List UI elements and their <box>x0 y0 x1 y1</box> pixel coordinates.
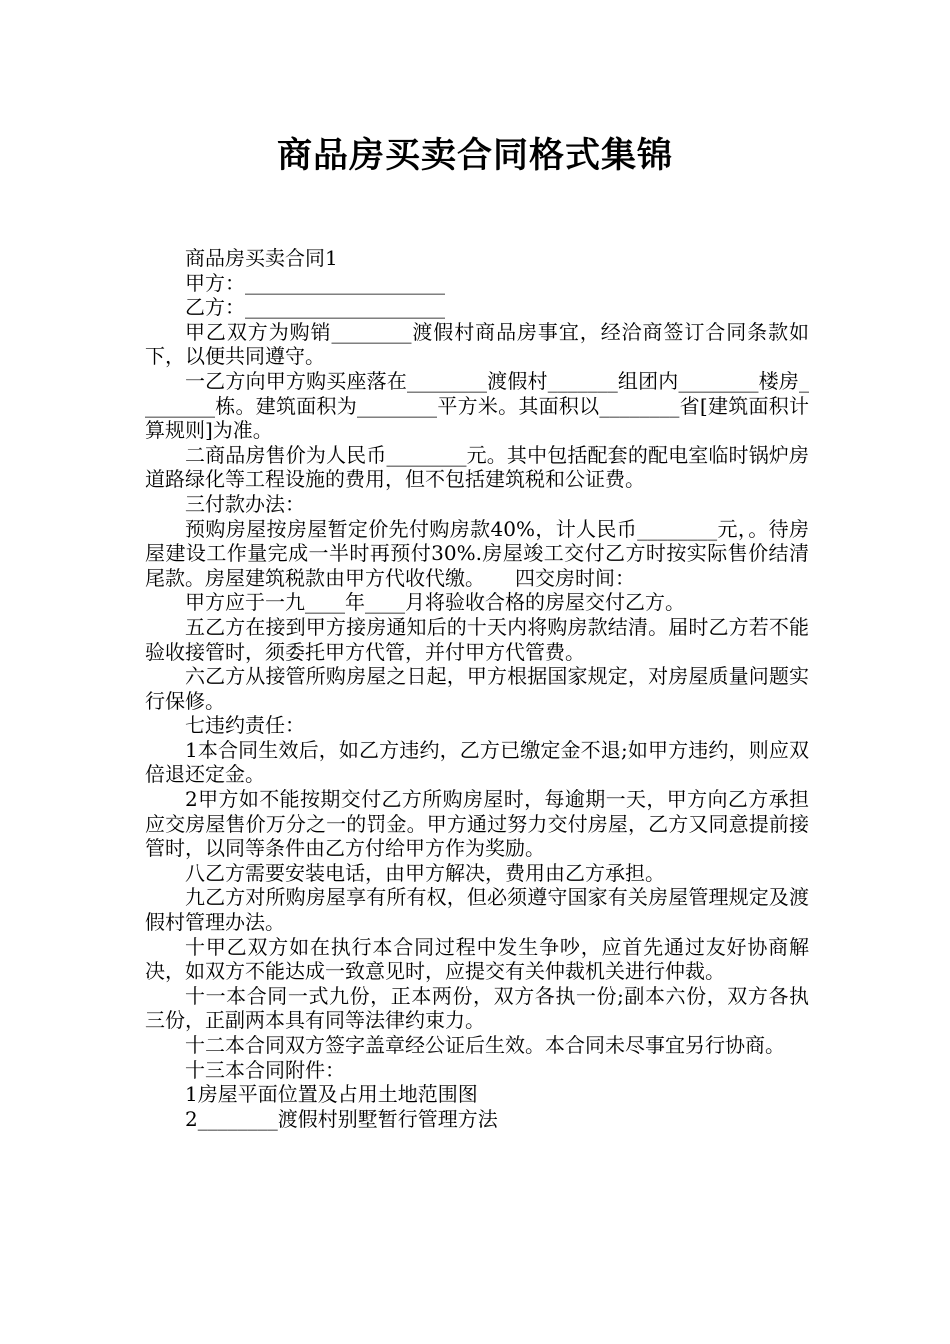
clause-3-heading: 三付款办法： <box>185 491 305 516</box>
attachment-2: 2________渡假村别墅暂行管理方法 <box>185 1106 498 1131</box>
clause-12: 十二本合同双方签字盖章经公证后生效。本合同未尽事宜另行协商。 <box>185 1033 785 1057</box>
clause-10: 十甲乙双方如在执行本合同过程中发生争吵，应首先通过友好协商解决，如双方不能达成一致意见时，应提交有关仲裁机关进行仲裁。 <box>145 934 809 984</box>
document-title: 商品房买卖合同格式集锦 <box>276 136 673 176</box>
clause-9: 九乙方对所购房屋享有所有权，但必须遵守国家有关房屋管理规定及渡假村管理办法。 <box>145 885 809 935</box>
clause-13-heading: 十三本合同附件： <box>185 1057 345 1082</box>
clause-4-body: 甲方应于一九____年____月将验收合格的房屋交付乙方。 <box>185 590 685 615</box>
clause-7-item-2: 2甲方如不能按期交付乙方所购房屋时，每逾期一天，甲方向乙方承担应交房屋售价万分之一的罚金。甲方通过努力交付房屋，乙方又同意提前接管时，以同等条件由乙方付给甲方作为奖励。 <box>145 787 809 861</box>
clause-7-heading: 七违约责任： <box>185 713 305 738</box>
party-a-line: 甲方：____________________ <box>185 270 445 295</box>
clause-1: 一乙方向甲方购买座落在________渡假村_______组团内________楼房________栋。建筑面积为________平方米。其面积以________省[建筑面积计算规则]为准。 <box>145 368 809 443</box>
clause-2: 二商品房售价为人民币________元。其中包括配套的配电室临时锅炉房道路绿化等工程设施的费用，但不包括建筑税和公证费。 <box>145 442 809 492</box>
clause-8: 八乙方需要安装电话，由甲方解决，费用由乙方承担。 <box>185 860 665 885</box>
contract-heading: 商品房买卖合同1 <box>185 246 338 270</box>
preamble-paragraph: 甲乙双方为购销________渡假村商品房事宜，经洽商签订合同条款如下，以便共同遵守。 <box>145 319 809 369</box>
clause-5: 五乙方在接到甲方接房通知后的十天内将购房款结清。届时乙方若不能验收接管时，须委托甲方代管，并付甲方代管费。 <box>145 614 809 664</box>
clause-11: 十一本合同一式九份，正本两份，双方各执一份;副本六份，双方各执三份，正副两本具有同等法律约束力。 <box>145 983 809 1033</box>
clause-6: 六乙方从接管所购房屋之日起，甲方根据国家规定，对房屋质量问题实行保修。 <box>145 664 809 713</box>
clause-3-body: 预购房屋按房屋暂定价先付购房款40%，计人民币________元，。待房屋建设工作量完成一半时再预付30%.房屋竣工交付乙方时按实际售价结清尾款。房屋建筑税款由甲方代收代缴。 四交房时间： <box>145 516 809 590</box>
attachment-1: 1房屋平面位置及占用土地范围图 <box>185 1082 478 1107</box>
clause-7-item-1: 1本合同生效后，如乙方违约，乙方已缴定金不退;如甲方违约，则应双倍退还定金。 <box>145 737 809 787</box>
party-b-line: 乙方：____________________ <box>185 295 445 320</box>
document-body <box>145 246 809 1131</box>
